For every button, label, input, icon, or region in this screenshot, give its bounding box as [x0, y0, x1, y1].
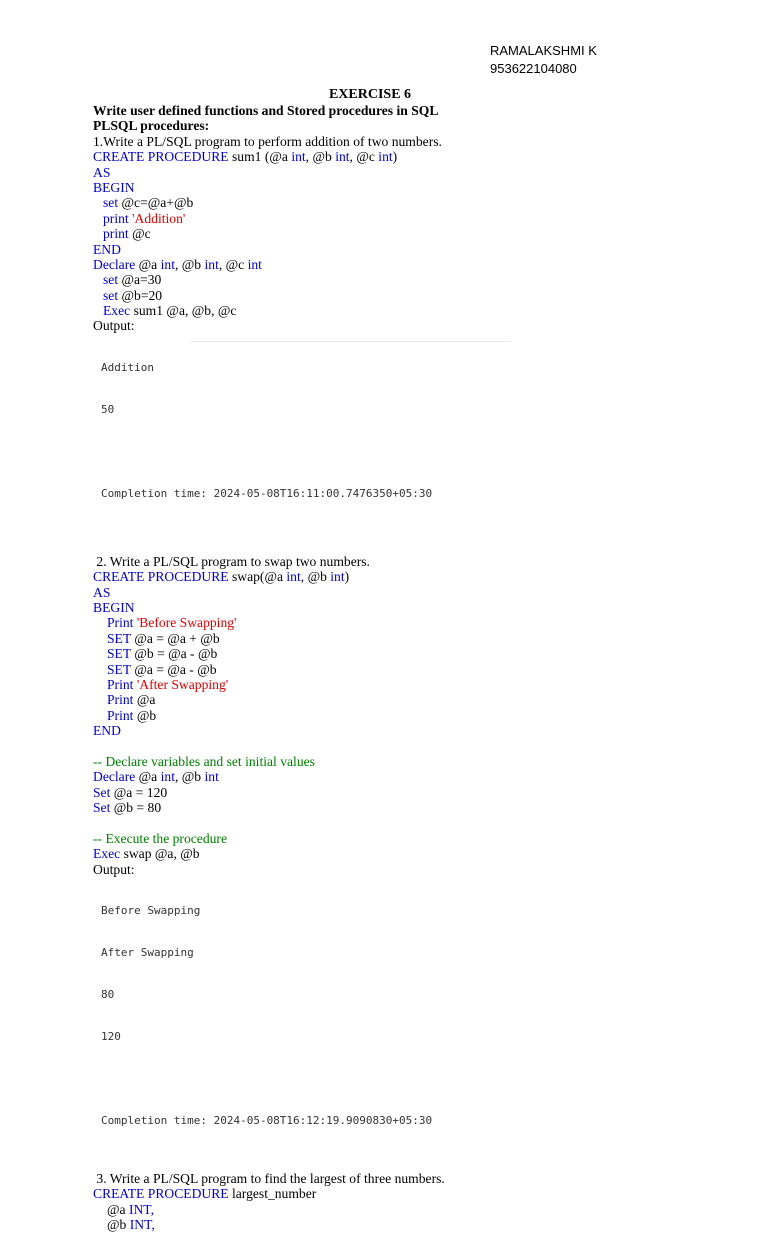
keyword: Set: [93, 784, 111, 800]
param: @b: [107, 1217, 130, 1233]
code: , @b: [174, 769, 205, 785]
q2-set3-line: [93, 662, 733, 677]
code: swap @a, @b: [120, 846, 200, 862]
q2-end: END: [93, 723, 121, 739]
q2-seta-line: [93, 785, 733, 800]
param: @b: [312, 149, 336, 165]
type: int: [330, 569, 345, 585]
param: @a: [264, 569, 287, 585]
type: int: [204, 769, 219, 785]
q2-print4-line: [93, 708, 733, 723]
keyword: CREATE PROCEDURE: [93, 1186, 229, 1202]
type: int: [204, 256, 219, 272]
q1-exec-line: [93, 303, 733, 318]
type: INT: [129, 1217, 152, 1233]
keyword: set: [103, 272, 119, 288]
code: @a = @a + @b: [130, 630, 220, 646]
code: @b = @a - @b: [130, 646, 218, 662]
output-line: Before Swapping: [101, 904, 201, 918]
roll-number: 953622104080: [490, 61, 577, 76]
q2-set2-line: [93, 646, 733, 661]
keyword: print: [103, 226, 129, 242]
header-block: [490, 42, 597, 78]
q3-question: 3. Write a PL/SQL program to find the largest of three numbers.: [93, 1171, 445, 1187]
sep: ,: [300, 569, 308, 585]
completion-time: Completion time: 2024-05-08T16:11:00.7476350+05:30: [101, 486, 433, 500]
q2-print1-line: [93, 615, 733, 630]
sep: ): [344, 569, 350, 585]
keyword: Print: [107, 707, 134, 723]
code: @a=30: [118, 272, 162, 288]
q1-output-label: Output:: [93, 318, 135, 334]
keyword: CREATE PROCEDURE: [93, 149, 229, 165]
subtitle: Write user defined functions and Stored procedures in SQL: [93, 103, 439, 118]
code: , @b: [174, 256, 205, 272]
q2-create-line: [93, 569, 733, 584]
keyword: SET: [107, 646, 131, 662]
q2-setb-line: [93, 800, 733, 815]
string: 'After Swapping': [133, 676, 229, 692]
keyword: Print: [107, 615, 134, 631]
q2-output-panel: [93, 877, 733, 1155]
sep: ,: [349, 149, 357, 165]
q3-param1-line: [93, 1202, 733, 1217]
type: int: [291, 149, 306, 165]
q1-setb-line: [93, 288, 733, 303]
q1-set-line: [93, 195, 733, 210]
type: int: [160, 256, 175, 272]
q2-exec-line: [93, 846, 733, 861]
type: int: [247, 256, 262, 272]
code: , @c: [218, 256, 248, 272]
keyword: Set: [93, 800, 111, 816]
q2-set1-line: [93, 631, 733, 646]
code: @b = 80: [110, 800, 162, 816]
keyword: Declare: [93, 769, 136, 785]
param: @a: [107, 1201, 129, 1217]
param: @a: [269, 149, 292, 165]
code: @b=20: [118, 287, 163, 303]
q1-print1-line: [93, 211, 733, 226]
proc-name: sum1 (: [228, 149, 270, 165]
param: @c: [356, 149, 379, 165]
type: int: [160, 769, 175, 785]
param: @b: [307, 569, 331, 585]
code: @a = @a - @b: [130, 661, 217, 677]
q1-question: 1.Write a PL/SQL program to perform addition of two numbers.: [93, 133, 442, 149]
q2-begin: BEGIN: [93, 600, 135, 616]
page-title: EXERCISE 6: [328, 87, 412, 102]
sep: ,: [305, 149, 313, 165]
q2-comment-declare: -- Declare variables and set initial values: [93, 753, 315, 769]
type: int: [286, 569, 301, 585]
string: 'Before Swapping': [133, 615, 237, 631]
q2-question: 2. Write a PL/SQL program to swap two numbers.: [93, 553, 370, 569]
q1-output-panel: [93, 334, 733, 528]
code: @a: [135, 769, 161, 785]
keyword: print: [103, 210, 129, 226]
q1-end: END: [93, 241, 121, 257]
output-line: Addition: [101, 360, 154, 374]
section-heading: PLSQL procedures:: [93, 118, 210, 134]
code: @a: [133, 692, 156, 708]
keyword: set: [103, 195, 119, 211]
proc-name: largest_number: [228, 1186, 317, 1202]
output-line: 50: [101, 402, 115, 416]
type: INT: [128, 1201, 151, 1217]
q3-create-line: [93, 1186, 733, 1201]
keyword: Declare: [93, 256, 136, 272]
q1-declare-line: [93, 257, 733, 272]
q1-print2-line: [93, 226, 733, 241]
string: 'Addition': [128, 210, 186, 226]
type: int: [378, 149, 393, 165]
keyword: CREATE PROCEDURE: [93, 569, 229, 585]
output-line: After Swapping: [101, 946, 194, 960]
keyword: Print: [107, 676, 134, 692]
code: @c=@a+@b: [118, 195, 194, 211]
sep: ,: [151, 1217, 155, 1233]
q2-print2-line: [93, 677, 733, 692]
keyword: Print: [107, 692, 134, 708]
sep: ): [392, 149, 398, 165]
output-line: 80: [101, 988, 115, 1002]
author-name: RAMALAKSHMI K: [490, 43, 597, 58]
q1-as: AS: [93, 164, 111, 180]
q3-param2-line: [93, 1217, 733, 1232]
type: int: [335, 149, 350, 165]
keyword: SET: [107, 661, 131, 677]
q1-begin: BEGIN: [93, 179, 135, 195]
proc-name: swap(: [228, 569, 265, 585]
q1-create-line: [93, 149, 733, 164]
document-body: [93, 86, 733, 1233]
code: @a = 120: [110, 784, 168, 800]
code: @c: [128, 226, 151, 242]
sep: ,: [150, 1201, 154, 1217]
keyword: set: [103, 287, 119, 303]
keyword: Exec: [103, 303, 131, 319]
code: @b: [133, 707, 157, 723]
keyword: Exec: [93, 846, 121, 862]
q2-output-label: Output:: [93, 861, 135, 877]
output-line: 120: [101, 1030, 121, 1044]
q2-comment-exec: -- Execute the procedure: [93, 830, 227, 846]
code: @a: [135, 256, 161, 272]
completion-time: Completion time: 2024-05-08T16:12:19.9090830+05:30: [101, 1114, 433, 1128]
keyword: SET: [107, 630, 131, 646]
q2-as: AS: [93, 584, 111, 600]
q1-seta-line: [93, 272, 733, 287]
q2-print3-line: [93, 692, 733, 707]
code: sum1 @a, @b, @c: [130, 303, 237, 319]
q2-declare-line: [93, 769, 733, 784]
